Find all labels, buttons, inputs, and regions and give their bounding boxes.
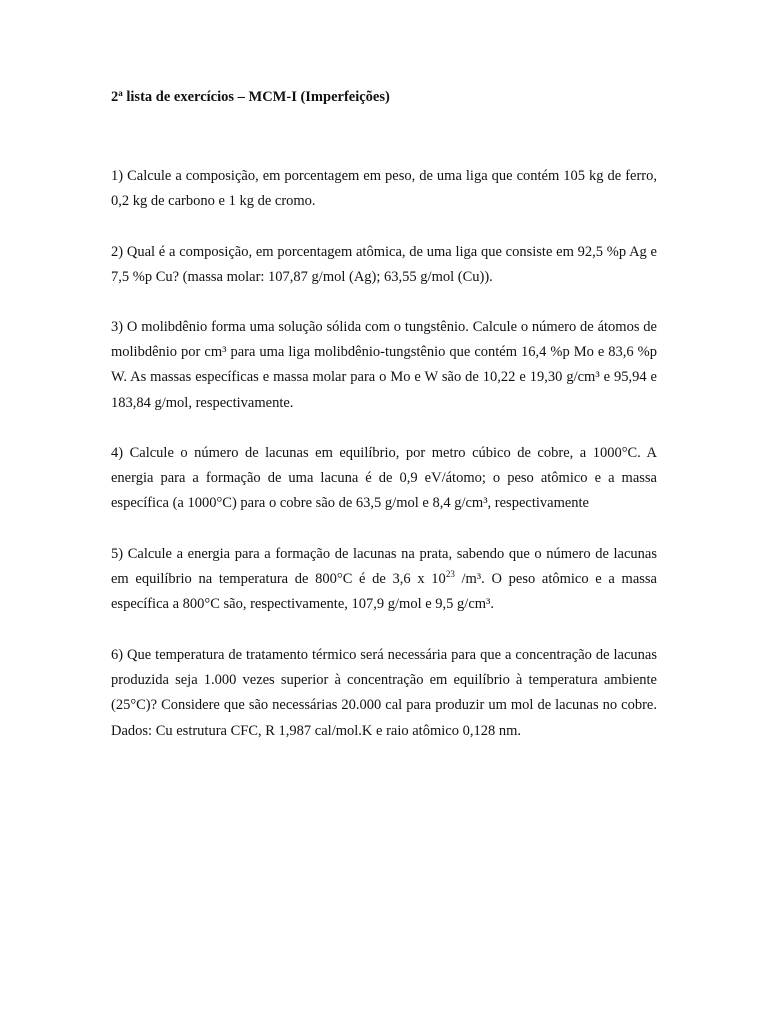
exercise-1: 1) Calcule a composição, em porcentagem em peso, de uma liga que contém 105 kg de ferro, 0,2 kg de carbono e 1 kg de cromo. [111, 168, 657, 210]
exercise-5-text-before: 5) Calcule a energia para a formação de lacunas na prata, sabendo que o número de lacunas em equilíbrio na temperatura de 800°C é de 3,6 x 10 [111, 546, 657, 588]
exercise-4: 4) Calcule o número de lacunas em equilíbrio, por metro cúbico de cobre, a 1000°C. A energia para a formação de uma lacuna é de 0,9 eV/átomo; o peso atômico e a massa específica (a 1000°C) para o cobre são de 63,5 g/mol e 8,4 g/cm³, respectivamente [111, 445, 657, 512]
title-ordinal: 2 [111, 89, 119, 105]
title-text: lista de exercícios – MCM-I (Imperfeições) [122, 89, 390, 105]
exercise-3: 3) O molibdênio forma uma solução sólida com o tungstênio. Calcule o número de átomos de molibdênio por cm³ para uma liga molibdênio-tungstênio que contém 16,4 %p Mo e 83,6 %p W. As massas específicas e massa molar para o Mo e W são de 10,22 e 19,30 g/cm³ e 95,94 e 183,84 g/mol, respectivamente. [111, 319, 657, 411]
exercise-5 [111, 542, 657, 618]
exercise-5-text-after: /m³. O peso atômico e a massa específica a 800°C são, respectivamente, 107,9 g/mol e 9,5 g/cm³. [111, 571, 657, 613]
page-title [111, 87, 390, 107]
exercise-5-exponent: 23 [445, 569, 455, 580]
exercise-6: 6) Que temperatura de tratamento térmico será necessária para que a concentração de lacunas produzida seja 1.000 vezes superior à concentração em equilíbrio à temperatura ambiente (25°C)? Considere que são necessárias 20.000 cal para produzir um mol de lacunas no cobre. Dados: Cu estrutura CFC, R 1,987 cal/mol.K e raio atômico 0,128 nm. [111, 647, 657, 739]
exercise-2: 2) Qual é a composição, em porcentagem atômica, de uma liga que consiste em 92,5 %p Ag e 7,5 %p Cu? (massa molar: 107,87 g/mol (Ag); 63,55 g/mol (Cu)). [111, 244, 657, 286]
title-ordinal-suffix: a [118, 88, 123, 98]
